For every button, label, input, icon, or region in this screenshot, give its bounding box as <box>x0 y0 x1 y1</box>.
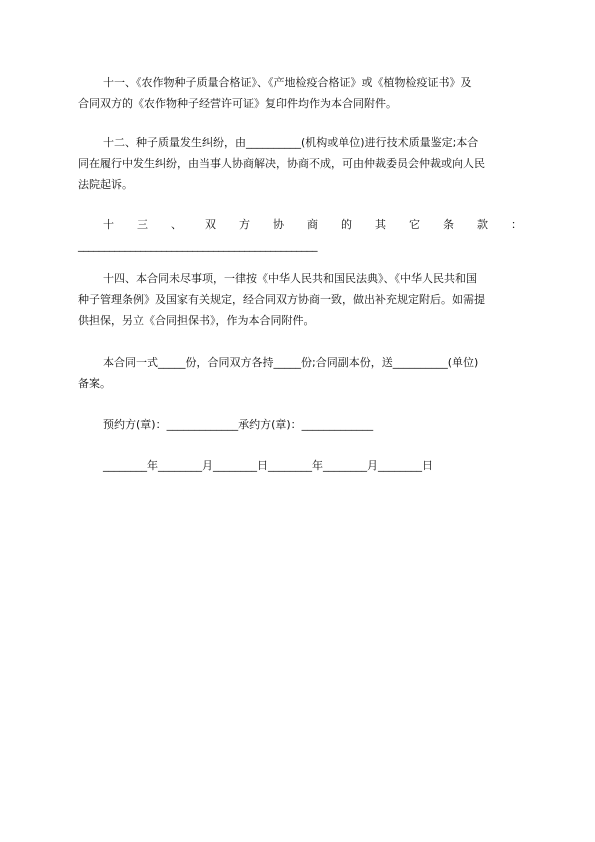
clause-13-char: 十 <box>103 218 114 231</box>
clause-14-line-1: 十四、本合同未尽事项，一律按《中华人民共和国民法典》、《中华人民共和国 <box>103 272 477 285</box>
date-line: ________年________月________日________年________月________日 <box>103 459 433 472</box>
clause-14-line-2: 种子管理条例》及国家有关规定，经合同双方协商一致，做出补充规定附后。如需提 <box>78 293 485 306</box>
clause-13-char: 协 <box>273 218 284 231</box>
clause-13-char: 方 <box>239 218 250 231</box>
copies-line-2: 备案。 <box>78 377 111 390</box>
clause-12-line-3: 法院起诉。 <box>78 178 133 191</box>
clause-12 <box>78 132 522 195</box>
clause-14 <box>78 268 522 331</box>
clause-12-line-2: 同在履行中发生纠纷，由当事人协商解决，协商不成，可由仲裁委员会仲裁或向人民 <box>78 157 485 170</box>
clause-13-char: 三 <box>137 218 148 231</box>
clause-13-heading <box>78 214 522 235</box>
date-block <box>78 455 522 476</box>
clause-13-char: 商 <box>307 218 318 231</box>
clause-13-char: 双 <box>205 218 216 231</box>
clause-13-char: 款 <box>477 218 488 231</box>
copies-clause <box>78 352 522 394</box>
signature-block <box>78 414 522 435</box>
clause-11 <box>78 72 522 114</box>
clause-14-line-3: 供担保，另立《合同担保书》，作为本合同附件。 <box>78 314 315 327</box>
clause-13-char: 其 <box>375 218 386 231</box>
clause-13-char: ： <box>511 218 522 231</box>
clause-13-char: 条 <box>443 218 454 231</box>
copies-line-1: 本合同一式_____份，合同双方各持_____份;合同副本份，送__________(单位) <box>103 356 479 369</box>
clause-11-line-1: 十一、《农作物种子质量合格证》、《产地检疫合格证》或《植物检疫证书》及 <box>103 76 472 89</box>
clause-12-line-1: 十二、种子质量发生纠纷，由__________(机构或单位)进行技术质量鉴定;本合 <box>103 136 479 149</box>
clause-13-blank-line: ______________________________________________ <box>78 239 318 252</box>
clause-13-char: 它 <box>409 218 420 231</box>
clause-13 <box>78 214 522 256</box>
clause-11-line-2: 合同双方的《农作物种子经营许可证》复印件均作为本合同附件。 <box>78 97 397 110</box>
signature-line: 预约方(章)：_____________承约方(章)：_____________ <box>103 418 374 431</box>
clause-13-char: 的 <box>341 218 352 231</box>
clause-13-char: 、 <box>171 218 182 231</box>
